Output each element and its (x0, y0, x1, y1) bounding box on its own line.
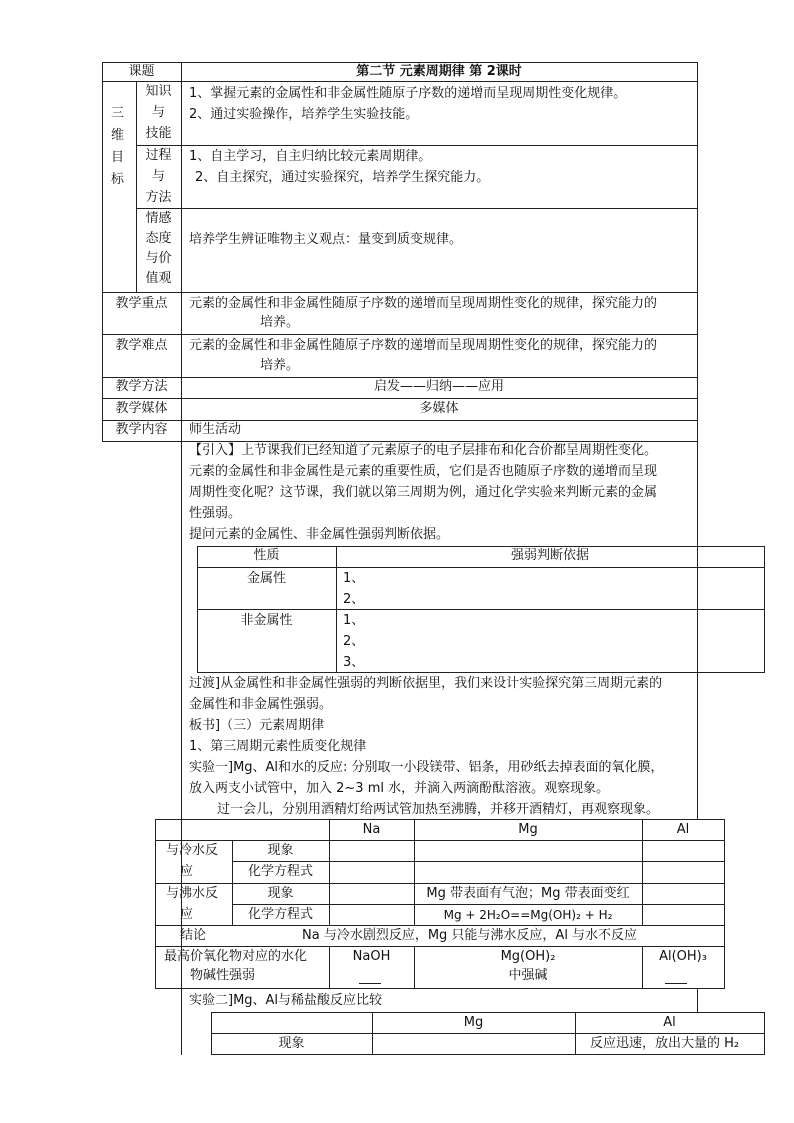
blank-line (359, 983, 381, 984)
cold-label-2: 应 (180, 864, 194, 879)
page-title: 第二节 元素周期律 第 2课时 (356, 64, 522, 79)
exp1-line-3: 过一会儿，分别用酒精灯给两试管加热至沸腾，并移开酒精灯，再观察现象。 (217, 802, 660, 817)
aloh: Al(OH)₃ (659, 949, 707, 964)
rule (102, 292, 698, 293)
rule (197, 672, 764, 673)
hydroxide-label-1: 最高价氧化物对应的水化 (164, 949, 308, 964)
emotion-label-4: 值观 (145, 271, 172, 286)
col-mg: Mg (518, 822, 538, 837)
activity-label: 师生活动 (189, 422, 242, 437)
goals-label-3: 目 (111, 150, 125, 165)
process-line-1: 1、自主学习，自主归纳比较元素周期律。 (189, 149, 432, 164)
knowledge-label-2: 与 (151, 105, 165, 120)
exp2-col-al: Al (663, 1015, 676, 1030)
rule (197, 609, 764, 610)
board-line: 板书]（三）元素周期律 (189, 718, 325, 733)
emotion-label-2: 态度 (145, 231, 172, 246)
rule (102, 334, 698, 335)
mgoh-note: 中强碱 (508, 968, 548, 983)
process-line-2: 2、自主探究，通过实验探究，培养学生探究能力。 (195, 170, 490, 185)
rule (136, 145, 698, 146)
exp1-line-1: 实验一]Mg、Al和水的反应: 分别取一小段镁带、铝条，用砂纸去掉表面的氧化膜， (189, 760, 664, 775)
metal-label: 金属性 (246, 571, 286, 586)
exp2-col-mg: Mg (463, 1015, 484, 1030)
cold-phenomenon-label: 现象 (267, 843, 294, 858)
difficulty-line-1: 元素的金属性和非金属性随原子序数的递增而呈现周期性变化的规律，探究能力的 (189, 338, 658, 353)
nonmetal-item-2: 2、 (343, 634, 365, 649)
cold-label-1: 与冷水反 (166, 843, 219, 858)
boil-label-1: 与沸水反 (166, 886, 219, 901)
rule (197, 567, 764, 568)
intro-line-1: 【引入】上节课我们已经知道了元素原子的电子层排布和化合价都呈周期性变化。 (189, 443, 658, 458)
blank-line (665, 983, 687, 984)
knowledge-label-1: 知识 (145, 84, 172, 99)
focus-line-1: 元素的金属性和非金属性随原子序数的递增而呈现周期性变化的规律，探究能力的 (189, 296, 658, 311)
basis-header-property: 性质 (253, 548, 280, 563)
intro-line-4: 性强弱。 (189, 506, 242, 521)
process-label-2: 与 (151, 169, 165, 184)
col-na: Na (362, 822, 381, 837)
exp2-row-label: 现象 (278, 1036, 305, 1051)
conclusion-text: Na 与冷水剧烈反应，Mg 只能与沸水反应，Al 与水不反应 (302, 928, 638, 943)
metal-item-2: 2、 (343, 592, 365, 607)
difficulty-label: 教学难点 (115, 338, 168, 353)
goals-label-2: 维 (111, 128, 125, 143)
rule (211, 1054, 764, 1055)
rule (136, 208, 698, 209)
boil-phenomenon-label: 现象 (267, 886, 294, 901)
hydroxide-label-2: 物碱性强弱 (190, 968, 256, 983)
intro-line-2: 元素的金属性和非金属性是元素的重要性质，它们是否也随原子序数的递增而呈现 (189, 464, 658, 479)
emotion-label-3: 与价 (145, 251, 172, 266)
nonmetal-item-3: 3、 (343, 655, 365, 670)
boil-equation-label: 化学方程式 (247, 907, 313, 922)
knowledge-line-1: 1、掌握元素的金属性和非金属性随原子序数的递增而呈现周期性变化规律。 (189, 86, 627, 101)
method-label: 教学方法 (115, 379, 168, 394)
difficulty-line-2: 培养。 (260, 358, 300, 373)
rule (697, 988, 698, 1012)
method-value: 启发——归纳——应用 (373, 379, 504, 394)
basis-header-criteria: 强弱判断依据 (510, 548, 589, 563)
transition-line-1: 过渡]从金属性和非金属性强弱的判断依据里，我们来设计实验探究第三周期元素的 (189, 676, 663, 691)
rule (155, 988, 725, 989)
metal-item-1: 1、 (343, 571, 365, 586)
section-1-title: 1、第三周期元素性质变化规律 (189, 739, 367, 754)
exp1-line-2: 放入两支小试管中，加入 2~3 ml 水，并滴入两滴酚酞溶液。观察现象。 (189, 781, 610, 796)
focus-label: 教学重点 (115, 296, 168, 311)
question-line: 提问元素的金属性、非金属性强弱判断依据。 (189, 527, 450, 542)
rule (764, 546, 765, 673)
transition-line-2: 金属性和非金属性强弱。 (189, 697, 333, 712)
col-al: Al (676, 822, 690, 837)
emotion-line-1: 培养学生辨证唯物主义观点：量变到质变规律。 (189, 232, 463, 247)
focus-line-2: 培养。 (260, 315, 300, 330)
rule (155, 819, 156, 989)
intro-line-3: 周期性变化呢？这节课，我们就以第三周期为例，通过化学实验来判断元素的金属 (189, 485, 658, 500)
media-label: 教学媒体 (115, 401, 168, 416)
exp2-al-value: 反应迅速，放出大量的 H₂ (590, 1036, 740, 1051)
exp2-title: 实验二]Mg、Al与稀盐酸反应比较 (189, 993, 383, 1008)
nonmetal-label: 非金属性 (240, 613, 293, 628)
process-label-1: 过程 (145, 148, 172, 163)
topic-label: 课题 (128, 64, 155, 79)
conclusion-label: 结论 (180, 928, 207, 943)
emotion-label-1: 情感 (145, 211, 172, 226)
naoh: NaOH (352, 949, 391, 964)
rule (764, 1012, 765, 1055)
knowledge-line-2: 2、通过实验操作，培养学生实验技能。 (189, 107, 419, 122)
goals-label-4: 标 (111, 172, 125, 187)
boil-mg-phenomenon: Mg 带表面有气泡；Mg 带表面变红 (426, 886, 630, 901)
goals-label-1: 三 (111, 106, 125, 121)
knowledge-label-3: 技能 (145, 126, 172, 141)
media-value: 多媒体 (419, 401, 459, 416)
boil-label-2: 应 (180, 907, 194, 922)
mgoh: Mg(OH)₂ (500, 949, 556, 964)
cold-equation-label: 化学方程式 (247, 864, 313, 879)
rule (697, 62, 698, 819)
boil-mg-equation: Mg + 2H₂O==Mg(OH)₂ + H₂ (443, 908, 613, 922)
process-label-3: 方法 (145, 190, 172, 205)
rule (724, 819, 725, 989)
content-label: 教学内容 (115, 422, 168, 437)
nonmetal-item-1: 1、 (343, 613, 365, 628)
